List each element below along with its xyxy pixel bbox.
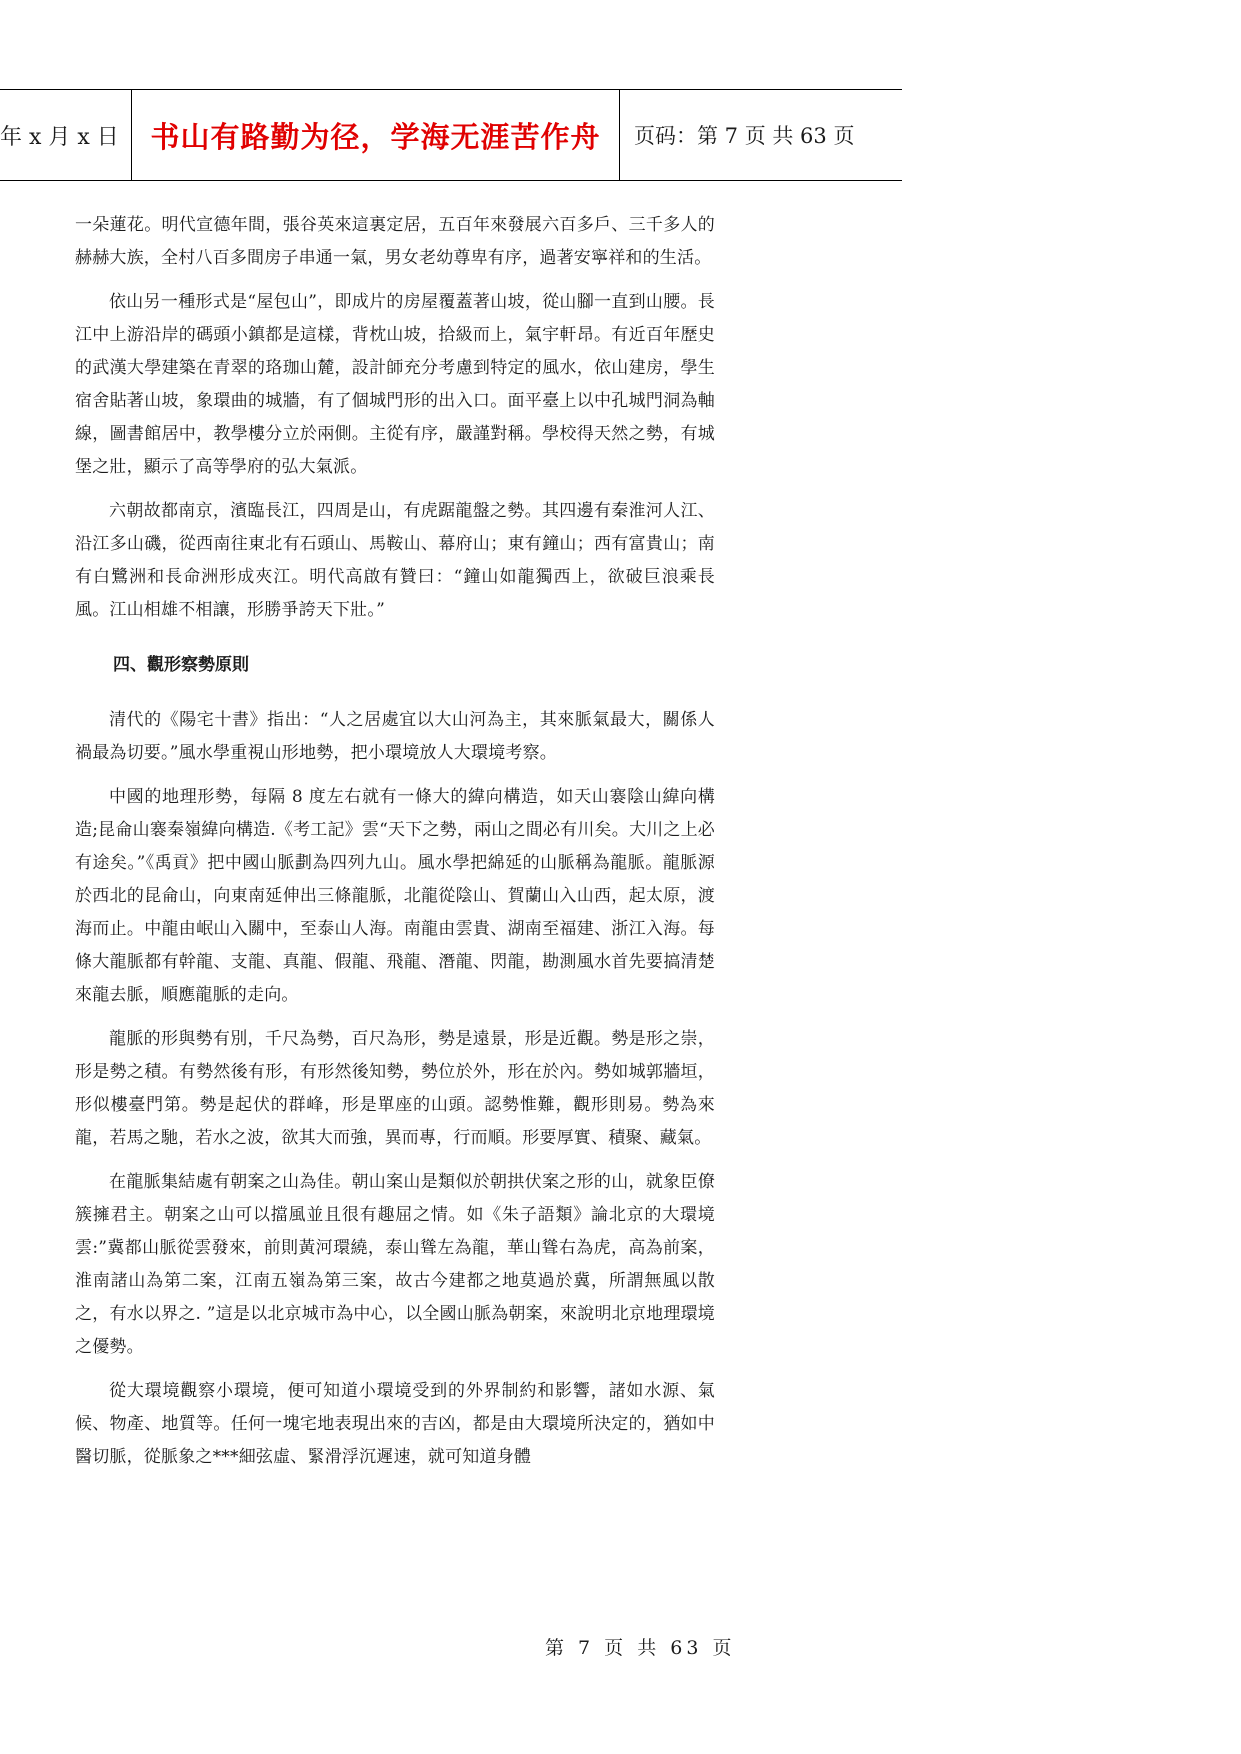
document-body	[75, 209, 715, 1474]
paragraph-6: 龍脈的形與勢有別，千尺為勢，百尺為形，勢是遠景，形是近觀。勢是形之崇，形是勢之積。有勢然後有形，有形然後知勢，勢位於外，形在於內。勢如城郭牆垣，形似樓臺門第。勢是起伏的群峰，形是單座的山頭。認勢惟難，觀形則易。勢為來龍，若馬之馳，若水之波，欲其大而強，異而專，行而順。形要厚實、積聚、藏氣。	[75, 1029, 715, 1148]
header-motto: 书山有路勤为径，学海无涯苦作舟	[132, 90, 620, 180]
paragraph-8: 從大環境觀察小環境，便可知道小環境受到的外界制約和影響，諸如水源、氣候、物產、地質等。任何一塊宅地表現出來的吉凶，都是由大環境所決定的，猶如中醫切脈，從脈象之***細弦虛、緊滑浮沉遲速，就可知道身體	[75, 1381, 715, 1467]
paragraph-7: 在龍脈集結處有朝案之山為佳。朝山案山是類似於朝拱伏案之形的山，就象臣僚簇擁君主。朝案之山可以擋風並且很有趣屈之情。如《朱子語類》論北京的大環境雲:”冀都山脈從雲發來，前則黃河環繞，泰山聳左為龍，華山聳右為虎，高為前案，淮南諸山為第二案，江南五嶺為第三案，故古今建都之地莫過於冀，所謂無風以散之，有水以界之. ”這是以北京城市為中心，以全國山脈為朝案，來說明北京地理環境之優勢。	[75, 1172, 715, 1357]
header-date: 年 x 月 x 日	[0, 90, 132, 180]
paragraph-4: 清代的《陽宅十書》指出：“人之居處宜以大山河為主，其來脈氣最大，關係人禍最為切要。”風水學重視山形地勢，把小環境放人大環境考察。	[75, 710, 715, 763]
header-page-info: 页码：第 7 页 共 63 页	[634, 124, 855, 148]
section-heading: 四、觀形察勢原則	[113, 655, 249, 675]
paragraph-2: 依山另一種形式是“屋包山”，即成片的房屋覆蓋著山坡，從山腳一直到山腰。長江中上游沿岸的碼頭小鎮都是這樣，背枕山坡，拾級而上，氣宇軒昂。有近百年歷史的武漢大學建築在青翠的珞珈山麓，設計師充分考慮到特定的風水，依山建房，學生宿舍貼著山坡，象環曲的城牆，有了個城門形的出入口。面平臺上以中孔城門洞為軸線，圖書館居中，教學樓分立於兩側。主從有序，嚴謹對稱。學校得天然之勢，有城堡之壯，顯示了高等學府的弘大氣派。	[75, 292, 715, 477]
paragraph-5: 中國的地理形勢，每隔 8 度左右就有一條大的緯向構造，如天山褰陰山緯向構造;昆侖山褰秦嶺緯向構造.《考工記》雲“天下之勢，兩山之間必有川矣。大川之上必有途矣。”《禹貢》把中國山脈劃為四列九山。風水學把綿延的山脈稱為龍脈。龍脈源於西北的昆侖山，向東南延伸出三條龍脈，北龍從陰山、賀蘭山入山西，起太原，渡海而止。中龍由岷山入關中，至泰山人海。南龍由雲貴、湖南至福建、浙江入海。每條大龍脈都有幹龍、支龍、真龍、假龍、飛龍、潛龍、閃龍，勘測風水首先要搞清楚來龍去脈，順應龍脈的走向。	[75, 787, 715, 1005]
paragraph-1: 一朵蓮花。明代宣德年間，張谷英來這裏定居，五百年來發展六百多戶、三千多人的赫赫大族，全村八百多間房子串通一氣，男女老幼尊卑有序，過著安寧祥和的生活。	[75, 215, 715, 268]
paragraph-3: 六朝故都南京，濱臨長江，四周是山，有虎踞龍盤之勢。其四邊有秦淮河人江、沿江多山磯，從西南往東北有石頭山、馬鞍山、幕府山；東有鐘山；西有富貴山；南有白鷺洲和長命洲形成夾江。明代高啟有贊曰：“鐘山如龍獨西上，欲破巨浪乘長風。江山相雄不相讓，形勝爭誇天下壯。”	[75, 501, 715, 620]
page-header	[0, 89, 902, 181]
page-footer: 第 7 页 共 63 页	[545, 1637, 736, 1659]
